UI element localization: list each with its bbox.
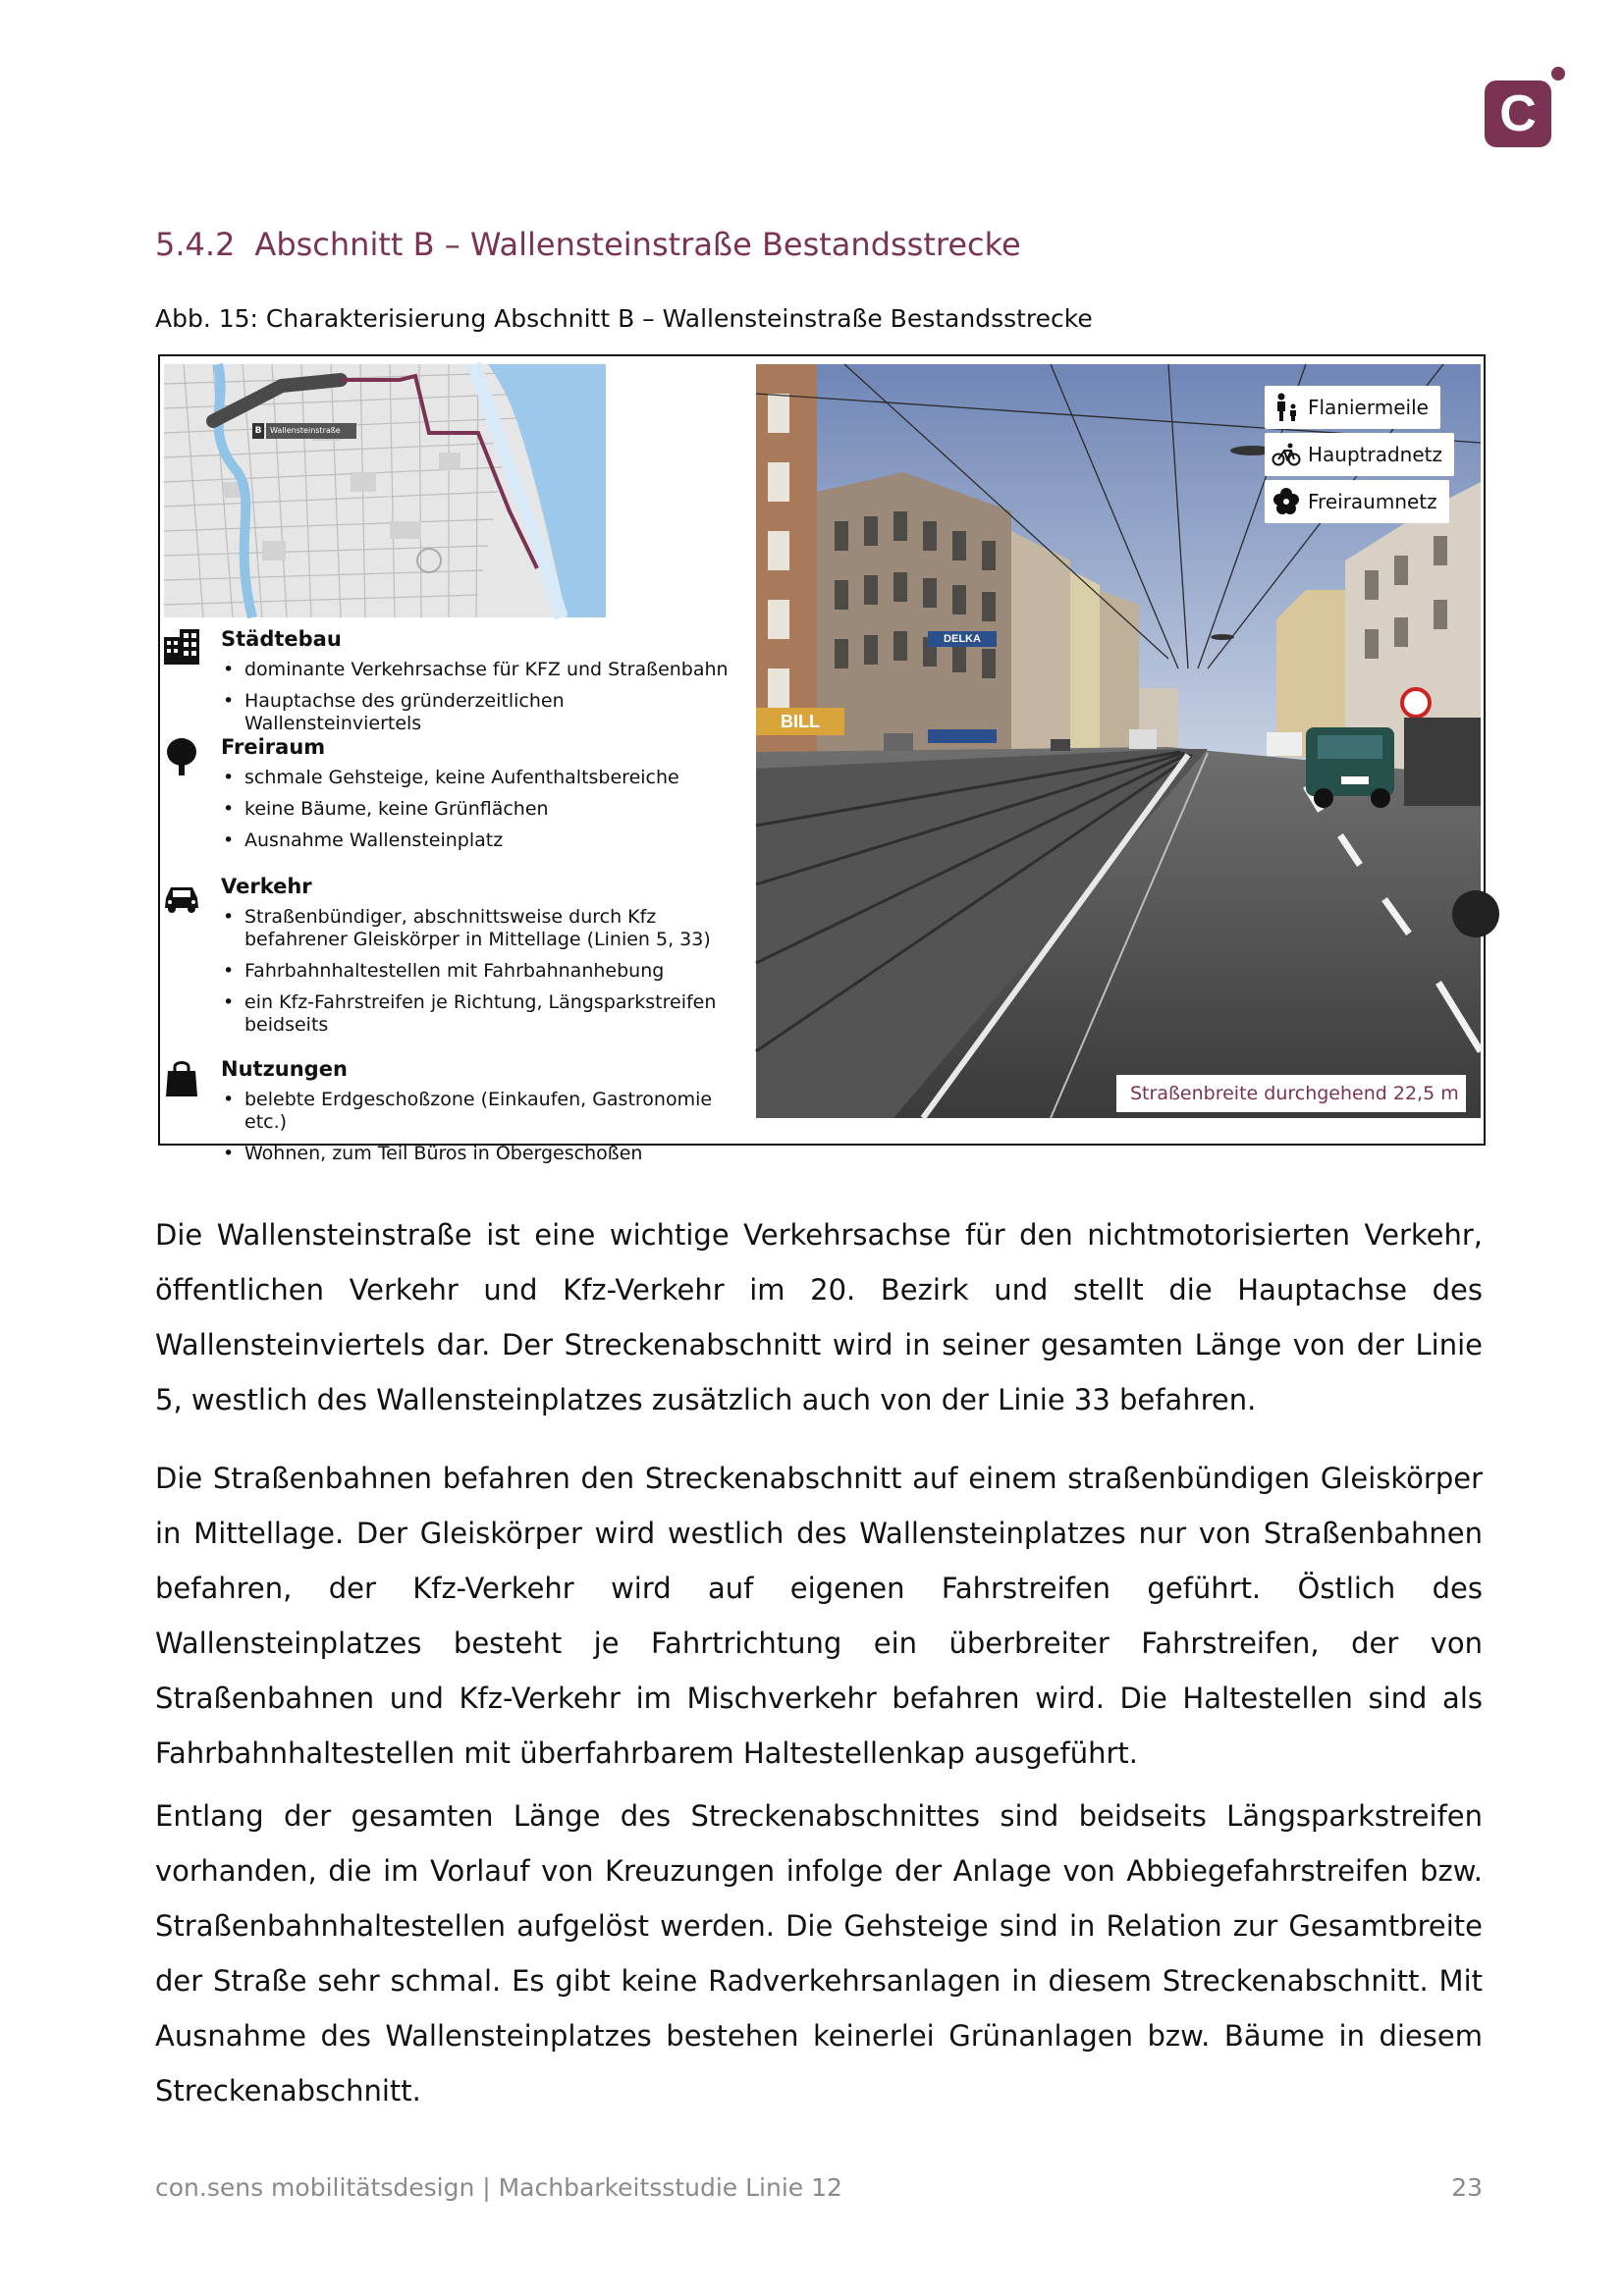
logo-dot <box>1551 67 1565 80</box>
body-paragraph: Entlang der gesamten Länge des Streckenabschnittes sind beidseits Längsparkstreifen vorhanden, die im Vorlauf von Kreuzungen infolge der Anlage von Abbiegefahrstreifen bzw. Straßenbahnhaltestellen aufgelöst werden. Die Gehsteige sind in Relation zur Gesamtbreite der Straße sehr schmal. Es gibt keine Radverkehrsanlagen in diesem Streckenabschnitt. Mit Ausnahme des Wallensteinplatzes bestehen keinerlei Grünanlagen bzw. Bäume in diesem Streckenabschnitt. <box>155 1799 1483 2108</box>
shopping-bag-icon <box>162 1059 201 1098</box>
tag-label: Flaniermeile <box>1308 396 1429 419</box>
list-item: • ein Kfz-Fahrstreifen je Richtung, Längsparkstreifen beidseits <box>221 991 731 1037</box>
category-title: Nutzungen <box>221 1057 348 1081</box>
section-number: 5.4.2 <box>155 226 236 263</box>
category-title: Städtebau <box>221 627 342 651</box>
list-item: • dominante Verkehrsachse für KFZ und Straßenbahn <box>221 659 731 681</box>
category-list <box>221 767 731 861</box>
list-item: • Straßenbündiger, abschnittsweise durch Kfz befahrener Gleiskörper in Mittellage (Linien 5, 33) <box>221 906 731 951</box>
footer-text: con.sens mobilitätsdesign | Machbarkeitsstudie Linie 12 <box>155 2173 842 2202</box>
flower-icon <box>1272 487 1300 516</box>
location-map <box>164 364 606 617</box>
tag-freiraumnetz <box>1265 480 1449 523</box>
list-item: • belebte Erdgeschoßzone (Einkaufen, Gastronomie etc.) <box>221 1089 731 1134</box>
map-graphic <box>164 364 606 617</box>
map-marker-label: Wallensteinstraße <box>270 426 341 435</box>
category-title: Verkehr <box>221 875 312 898</box>
street-width-label: Straßenbreite durchgehend 22,5 m <box>1116 1075 1466 1112</box>
category-list <box>221 906 731 1045</box>
tag-hauptradnetz <box>1265 433 1454 476</box>
list-item: • Hauptachse des gründerzeitlichen Wallensteinviertels <box>221 690 731 735</box>
list-item: • Ausnahme Wallensteinplatz <box>221 829 731 852</box>
category-list <box>221 1089 731 1174</box>
bicycle-icon <box>1272 440 1300 469</box>
figure-frame <box>158 354 1486 1164</box>
shop-sign-text: BILL <box>781 712 820 731</box>
street-photo-graphic <box>756 364 1481 1118</box>
section-title: Abschnitt B – Wallensteinstraße Bestandsstrecke <box>254 226 1021 263</box>
street-photo <box>756 364 1481 1118</box>
company-logo <box>1485 67 1563 147</box>
figure-caption: Abb. 15: Charakterisierung Abschnitt B – Wallensteinstraße Bestandsstrecke <box>155 304 1093 333</box>
pedestrian-icon <box>1272 393 1300 422</box>
tag-label: Hauptradnetz <box>1308 443 1443 466</box>
category-list <box>221 659 731 744</box>
body-paragraph: Die Straßenbahnen befahren den Streckenabschnitt auf einem straßenbündigen Gleiskörper in Mittellage. Der Gleiskörper wird westlich des Wallensteinplatzes nur von Straßenbahnen befahren, der Kfz-Verkehr wird auf eigenen Fahrstreifen geführt. Östlich des Wallensteinplatzes besteht je Fahrtrichtung ein überbreiter Fahrstreifen, der von Straßenbahnen und Kfz-Verkehr im Mischverkehr befahren wird. Die Haltestellen sind als Fahrbahnhaltestellen mit überfahrbarem Haltestellenkap ausgeführt. <box>155 1462 1483 1770</box>
page-number: 23 <box>1451 2173 1483 2202</box>
list-item: • Wohnen, zum Teil Büros in Obergeschoßen <box>221 1143 731 1165</box>
logo-letter: C <box>1499 85 1537 142</box>
car-icon <box>162 877 201 916</box>
tree-icon <box>162 737 201 776</box>
category-title: Freiraum <box>221 735 326 759</box>
list-item: • Fahrbahnhaltestellen mit Fahrbahnanhebung <box>221 960 731 983</box>
map-marker-letter: B <box>254 426 262 436</box>
body-paragraph: Die Wallensteinstraße ist eine wichtige Verkehrsachse für den nichtmotorisierten Verkehr, öffentlichen Verkehr und Kfz-Verkehr im 20. Bezirk und stellt die Hauptachse des Wallensteinviertels dar. Der Streckenabschnitt wird in seiner gesamten Länge von der Linie 5, westlich des Wallensteinplatzes zusätzlich auch von der Linie 33 befahren. <box>155 1218 1483 1416</box>
section-heading <box>155 226 1021 263</box>
tag-flaniermeile <box>1265 386 1440 429</box>
tag-label: Freiraumnetz <box>1308 490 1437 513</box>
list-item: • keine Bäume, keine Grünflächen <box>221 798 731 821</box>
list-item: • schmale Gehsteige, keine Aufenthaltsbereiche <box>221 767 731 789</box>
buildings-icon <box>162 627 201 667</box>
shop-sign-text: DELKA <box>928 631 997 647</box>
